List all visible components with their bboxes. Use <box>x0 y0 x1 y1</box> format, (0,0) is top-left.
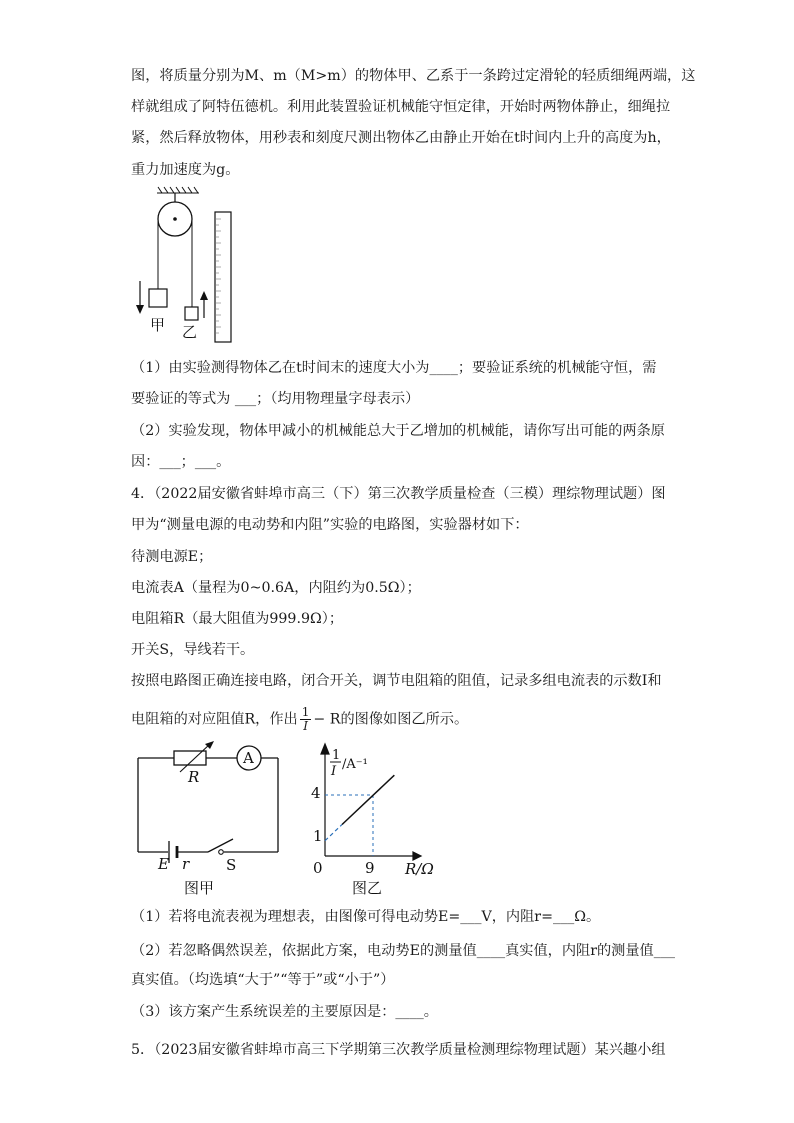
y-axis-unit: /A⁻¹ <box>342 757 368 772</box>
block-jia <box>149 289 167 307</box>
q4-line-4: 电流表A（量程为0~0.6A，内阻约为0.5Ω）； <box>131 580 421 596</box>
caption-jia: 图甲 <box>184 879 215 897</box>
q4-sub2-line-1: （2）若忽略偶然误差，依据此方案，电动势E的测量值____真实值，内阻r的测量值___ <box>131 943 676 959</box>
q4-sub3: （3）该方案产生系统误差的主要原因是：____。 <box>131 1004 438 1020</box>
y-axis-num: 1 <box>332 748 341 763</box>
q3-line-4: 重力加速度为g。 <box>131 162 240 178</box>
pulley-axle <box>173 217 177 221</box>
q4-line-3: 待测电源E； <box>131 549 213 565</box>
q4-line-2: 甲为“测量电源的电动势和内阻”实验的电路图，实验器材如下： <box>131 517 529 533</box>
series-line-dashed <box>325 824 342 840</box>
q3-sub1-line-1: （1）由实验测得物体乙在t时间末的速度大小为____；要验证系统的机械能守恒，需 <box>131 360 657 376</box>
formula-pre: 电阻箱的对应阻值R，作出 <box>131 711 298 728</box>
chart-guides <box>325 795 373 856</box>
q3-sub2-line-2: 因：___；___。 <box>131 454 231 470</box>
tick-y-4: 4 <box>311 784 321 802</box>
ruler <box>215 212 231 342</box>
q4-line-5: 电阻箱R（最大阻值为999.9Ω）； <box>131 611 344 627</box>
atwood-machine-figure <box>133 185 243 345</box>
series-line-solid <box>342 775 394 824</box>
origin-label: 0 <box>313 859 323 877</box>
fraction-num: 1 <box>301 705 310 719</box>
q4-sub2-line-2: 真实值。（均选填“大于”“等于”或“小于”） <box>131 972 395 988</box>
q3-line-1: 图，将质量分别为M、m（M>m）的物体甲、乙系于一条跨过定滑轮的轻质细绳两端，这 <box>131 68 696 84</box>
q4-sub1: （1）若将电流表视为理想表，由图像可得电动势E=___V，内阻r=___Ω。 <box>131 909 601 925</box>
q4-line-1: 4．（2022届安徽省蚌埠市高三（下）第三次教学质量检查（三模）理综物理试题）图 <box>131 486 666 502</box>
q4-line-7: 按照电路图正确连接电路，闭合开关，调节电阻箱的阻值，记录多组电流表的示数I和 <box>131 673 662 689</box>
internal-r-label: r <box>182 855 190 873</box>
emf-label: E <box>158 855 169 873</box>
q3-line-2: 样就组成了阿特伍德机。利用此装置验证机械能守恒定律，开始时两物体静止，细绳拉 <box>131 99 671 115</box>
fraction <box>300 706 312 733</box>
arrow-down-icon <box>136 281 144 314</box>
circuit-diagram <box>130 738 290 898</box>
ceiling-hatch <box>157 187 199 193</box>
y-axis-den: I <box>331 764 337 779</box>
resistor-label: R <box>188 768 200 786</box>
block-yi <box>185 307 198 320</box>
formula-post: − R的图像如图乙所示。 <box>313 711 469 728</box>
q5-line-1: 5．（2023届安徽省蚌埠市高三下学期第三次教学质量检测理综物理试题）某兴趣小组 <box>131 1042 666 1058</box>
label-yi: 乙 <box>182 323 198 341</box>
arrow-up-icon <box>200 291 208 318</box>
tick-x-9: 9 <box>365 859 375 877</box>
caption-yi: 图乙 <box>352 879 383 897</box>
chart-lines <box>325 775 394 841</box>
q3-line-3: 紧，然后释放物体，用秒表和刻度尺测出物体乙由静止开始在t时间内上升的高度为h， <box>131 130 671 146</box>
ammeter-label: A <box>243 749 254 767</box>
q3-sub2-line-1: （2）实验发现，物体甲减小的机械能总大于乙增加的机械能，请你写出可能的两条原 <box>131 423 665 439</box>
q4-line-6: 开关S，导线若干。 <box>131 642 255 658</box>
graph-figure <box>305 738 465 898</box>
fraction-den: I <box>303 719 308 733</box>
q3-sub1-line-2: 要验证的等式为 ___；（均用物理量字母表示） <box>131 391 420 407</box>
tick-y-1: 1 <box>313 827 323 845</box>
battery-icon <box>169 841 177 863</box>
q4-formula-line <box>131 706 468 733</box>
switch-label: S <box>226 856 237 874</box>
label-jia: 甲 <box>150 316 166 334</box>
x-axis-label: R/Ω <box>405 860 434 878</box>
